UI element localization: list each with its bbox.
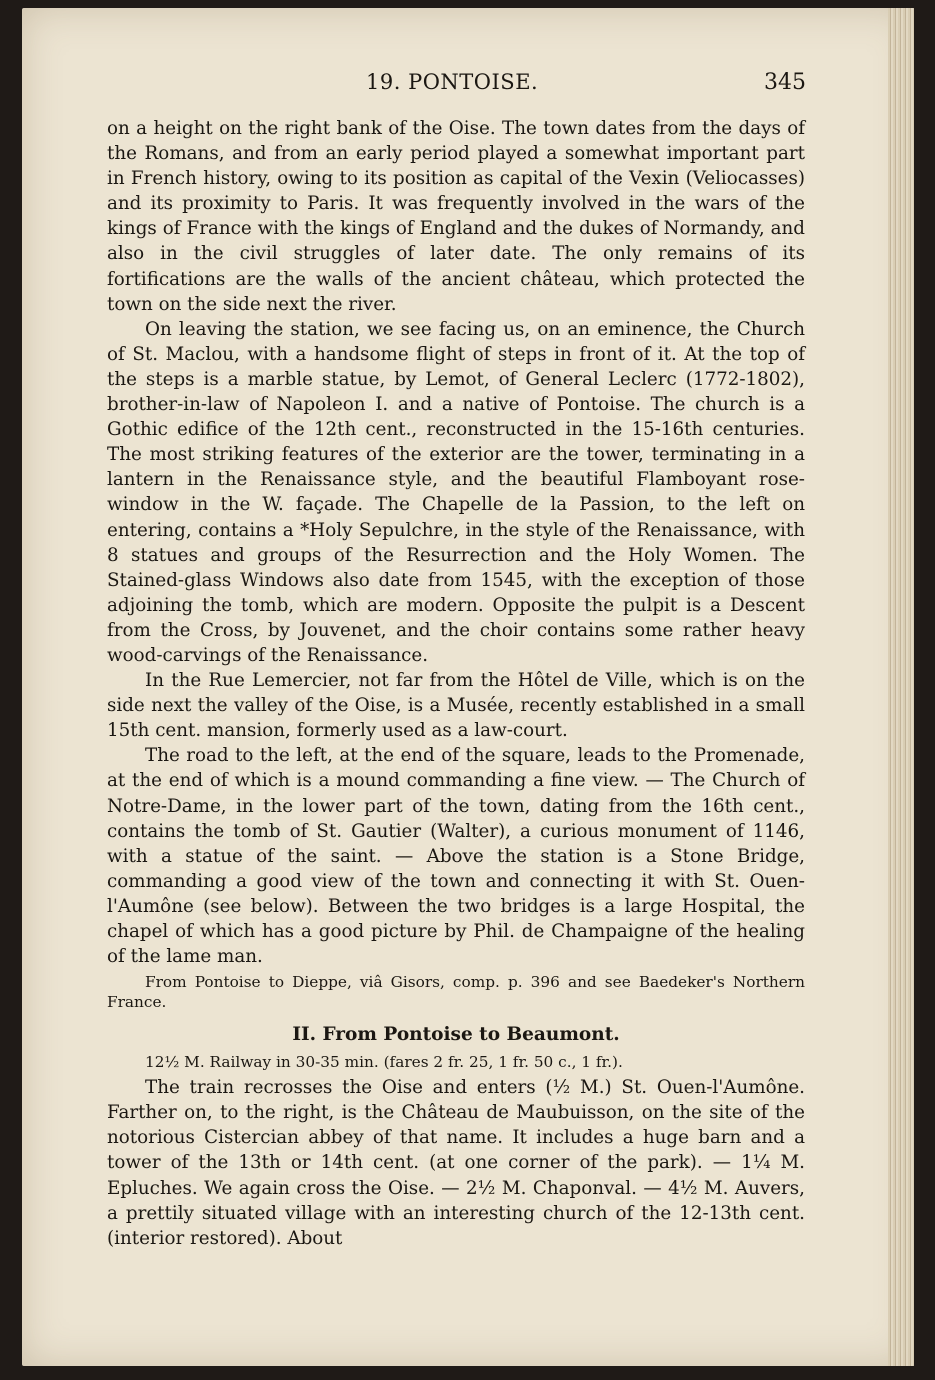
paragraph-history: on a height on the right bank of the Oise. The town dates from the days of the Romans, and from an early period played a somewhat important part in French history, owing to its position as capital of the Vexin (Veliocasses) and its proximity to Paris. It was frequently involved in the wars of the kings of France with the kings of England and the dukes of Normandy, and also in the civil struggles of later date. The only remains of its fortifications are the walls of the ancient château, which protected the town on the side next the river. <box>107 118 805 315</box>
page-number: 345 <box>764 70 806 95</box>
cross-reference-note: From Pontoise to Dieppe, viâ Gisors, comp. p. 396 and see Baedeker's Northern France. <box>107 973 805 1012</box>
page-header <box>366 70 806 100</box>
paragraph-musee: In the Rue Lemercier, not far from the Hôtel de Ville, which is on the side next the valley of the Oise, is a Musée, recently established in a small 15th cent. mansion, formerly used as a law-court. <box>107 670 805 742</box>
paragraph-st-maclou: On leaving the station, we see facing us, on an eminence, the Church of St. Maclou, with a handsome flight of steps in front of it. At the top of the steps is a marble statue, by Lemot, of General Leclerc (1772-1802), brother-in-law of Napoleon I. and a native of Pontoise. The church is a Gothic edifice of the 12th cent., reconstructed in the 15-16th centuries. The most striking features of the exterior are the tower, terminating in a lantern in the Renaissance style, and the beautiful Flamboyant rose-window in the W. façade. The Chapelle de la Passion, to the left on entering, contains a *Holy Sepulchre, in the style of the Renaissance, with 8 statues and groups of the Resurrection and the Holy Women. The Stained-glass Windows also date from 1545, with the exception of those adjoining the tomb, which are modern. Opposite the pulpit is a Descent from the Cross, by Jouvenet, and the choir contains some rather heavy wood-carvings of the Renaissance. <box>107 318 805 666</box>
running-head: 19. PONTOISE. <box>366 70 539 94</box>
paragraph-route-description: The train recrosses the Oise and enters (½ M.) St. Ouen-l'Aumône. Farther on, to the right, is the Château de Maubuisson, on the site of the notorious Cistercian abbey of that name. It includes a huge barn and a tower of the 13th or 14th cent. (at one corner of the park). — 1¼ M. Epluches. We again cross the Oise. — 2½ M. Chaponval. — 4½ M. Auvers, a prettily situated village with an interesting church of the 12-13th cent. (interior restored). About <box>107 1077 805 1249</box>
page-body <box>107 116 805 1251</box>
paragraph-promenade: The road to the left, at the end of the square, leads to the Promenade, at the end of which is a mound commanding a fine view. — The Church of Notre-Dame, in the lower part of the town, dating from the 16th cent., contains the tomb of St. Gautier (Walter), a curious monument of 1146, with a statue of the saint. — Above the station is a Stone Bridge, commanding a good view of the town and connecting it with St. Ouen-l'Aumône (see below). Between the two bridges is a large Hospital, the chapel of which has a good picture by Phil. de Champaigne of the healing of the lame man. <box>107 745 805 968</box>
section-heading: II. From Pontoise to Beaumont. <box>292 1024 620 1046</box>
route-summary: 12½ M. Railway in 30-35 min. (fares 2 fr. 25, 1 fr. 50 c., 1 fr.). <box>145 1053 623 1072</box>
page-edge <box>888 8 914 1366</box>
